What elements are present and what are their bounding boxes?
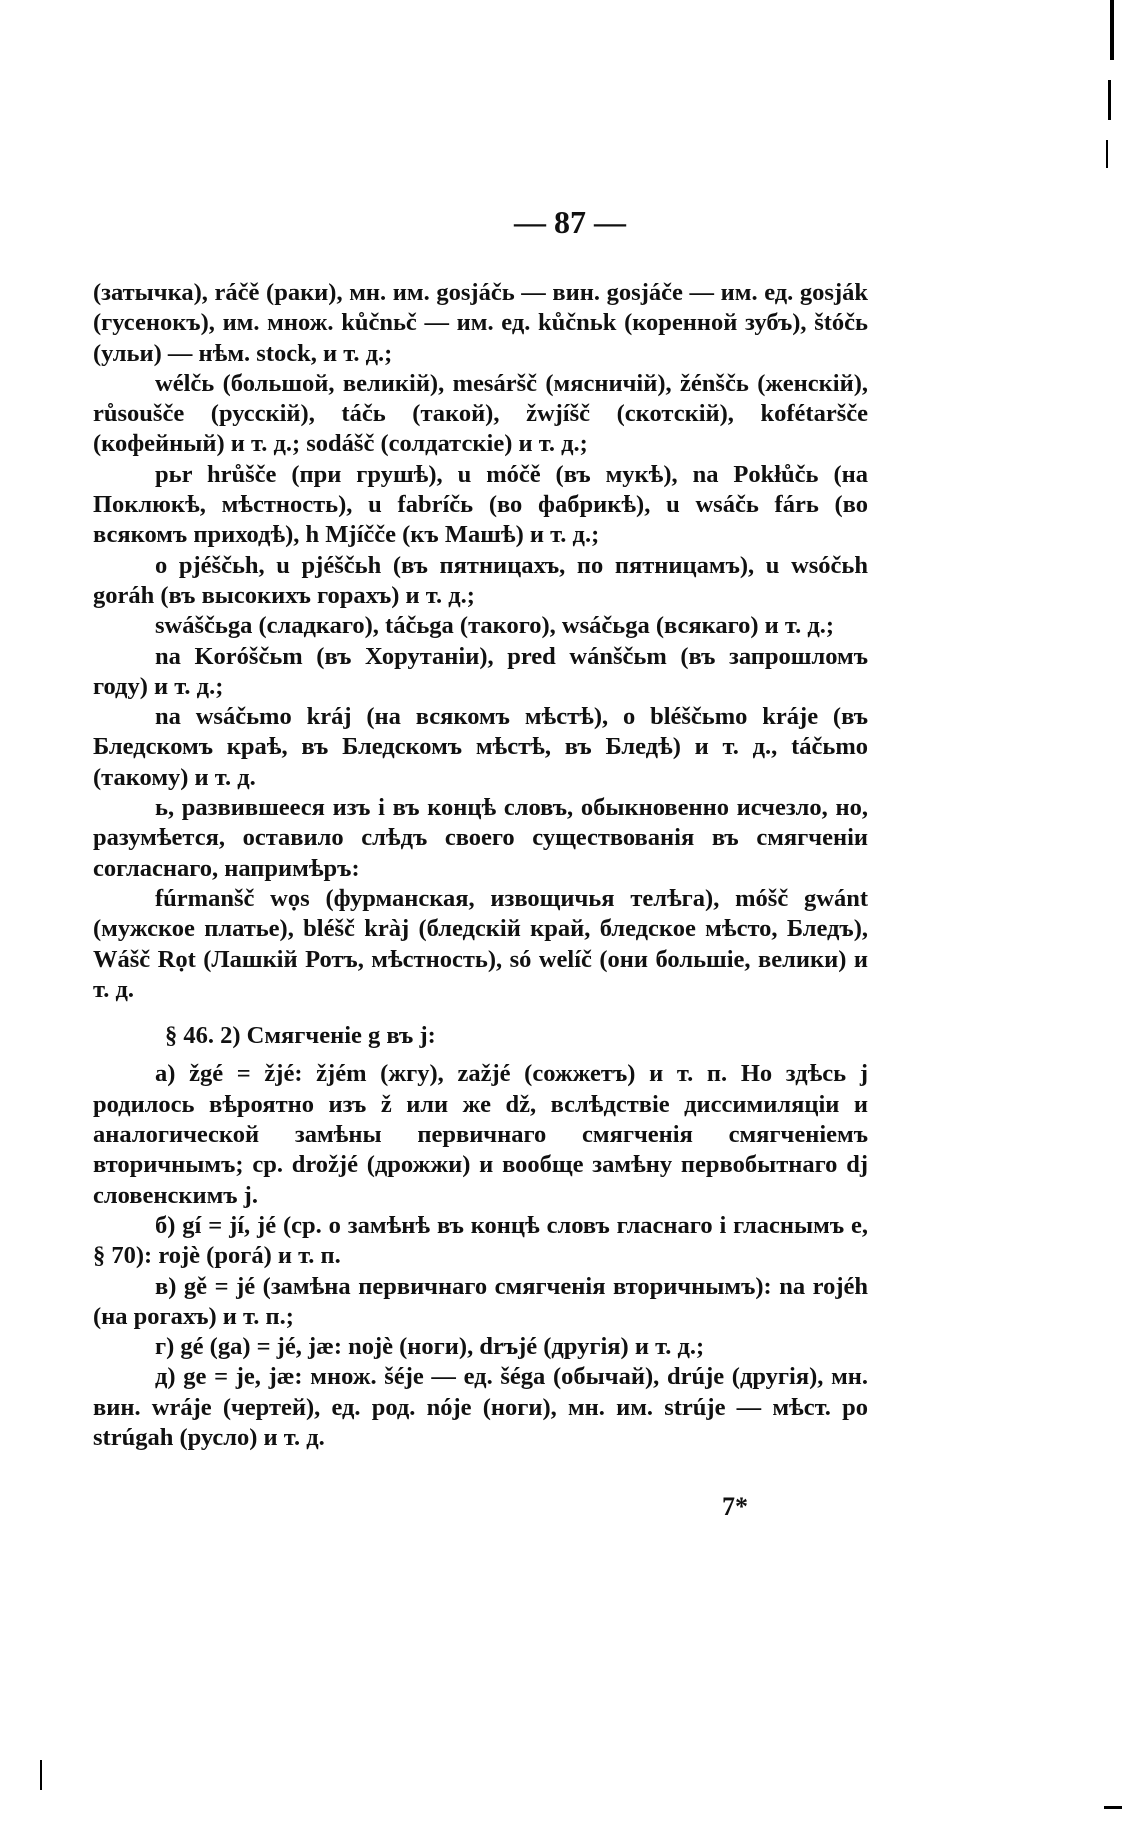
- paragraph: na wsáčьmo kráj (на всякомъ мѣстѣ), o bléščьmo kráje (въ Бледскомъ краѣ, въ Бледскомъ мѣстѣ, въ Бледѣ) и т. д., táčьmo (такому) и т. д.: [93, 703, 868, 791]
- paragraph: na Koróščьm (въ Хорутаніи), pred wánščьm (въ запрошломъ году) и т. д.;: [93, 642, 868, 700]
- paragraph: в) gě = jé (замѣна первичнаго смягченія вторичнымъ): na rojéh (на рогахъ) и т. п.;: [93, 1272, 868, 1330]
- paragraph: б) gí = jí, jé (ср. о замѣнѣ въ концѣ словъ гласнаго і гласнымъ е, § 70): rojè (рогá) и т. п.: [93, 1211, 868, 1270]
- paragraph: fúrmanšč wọs (фурманская, извощичья телѣга), móšč gwánt (мужское платье), bléšč kràj (бледскій край, бледское мѣсто, Бледъ), Wášč Rọt (Лашкій Ротъ, мѣстность), só welíč (они большіе, велики) и т. д.: [93, 884, 868, 1003]
- paragraph: д) ge = je, jæ: множ. šéje — ед. šéga (обычай), drúje (другія), мн. вин. wráje (чертей), ед. род. nóje (ноги), мн. им. strúje — мѣст. po strúgah (русло) и т. д.: [93, 1363, 868, 1451]
- paragraph: pьr hrůšče (при грушѣ), u móčě (въ мукѣ), na Pokłůčь (на Поклюкѣ, мѣстность), u fabríčь (во фабрикѣ), u wsáčь fárь (во всякомъ приходѣ), h Mjíčče (къ Машѣ) и т. д.;: [93, 460, 868, 549]
- signature-mark: 7*: [722, 1492, 748, 1521]
- scan-edge-mark: [1108, 80, 1111, 120]
- paragraph: ь, развившееся изъ і въ концѣ словъ, обыкновенно исчезло, но, разумѣется, оставило слѣдъ своего существованія въ смягченіи согласнаго, напримѣръ:: [93, 794, 868, 882]
- paragraph: o pjéščьh, u pjéščьh (въ пятницахъ, по пятницамъ), u wsóčьh goráh (въ высокихъ горахъ) и т. д.;: [93, 551, 868, 609]
- section-heading: § 46. 2) Смягченіе g въ j:: [165, 1022, 436, 1050]
- page-number: — 87 —: [514, 204, 626, 240]
- page-text: [93, 278, 868, 1453]
- paragraph: г) gé (ga) = jé, jæ: nojè (ноги), drъjé (другія) и т. д.;: [155, 1333, 705, 1361]
- scan-edge-mark: [1110, 0, 1114, 60]
- paragraph: swáščьga (сладкаго), táčьga (такого), wsáčьga (всякаго) и т. д.;: [155, 612, 835, 640]
- scan-edge-mark: [1106, 140, 1108, 168]
- paragraph: (затычка), ráčě (раки), мн. им. gosjáčь — вин. gosjáče — им. ед. gosják (гусенокъ), им. множ. kůčnьč — им. ед. kůčnьk (коренной зубъ), štóčь (ульи) — нѣм. stock, и т. д.;: [93, 279, 868, 367]
- paragraph: wélčь (большой, великій), mesáršč (мясничій), žénščь (женскій), růsoušče (русскій), táčь (такой), žwjíšč (скотскій), kofétaršče (кофейный) и т. д.; sodášč (солдатскіе) и т. д.;: [93, 369, 868, 458]
- scan-edge-mark: [1104, 1806, 1122, 1809]
- paragraph: a) žgé = žjé: žjém (жгу), zažjé (сожжетъ) и т. п. Но здѣсь j родилось вѣроятно изъ ž или же dž, вслѣдствіе диссимиляціи и аналогической замѣны первичнаго смягченія смягченіемъ вторичнымъ; ср. drožjé (дрожжи) и вообще замѣну первобытнаго dj словенскимъ j.: [93, 1060, 868, 1209]
- scan-edge-mark: [40, 1760, 42, 1790]
